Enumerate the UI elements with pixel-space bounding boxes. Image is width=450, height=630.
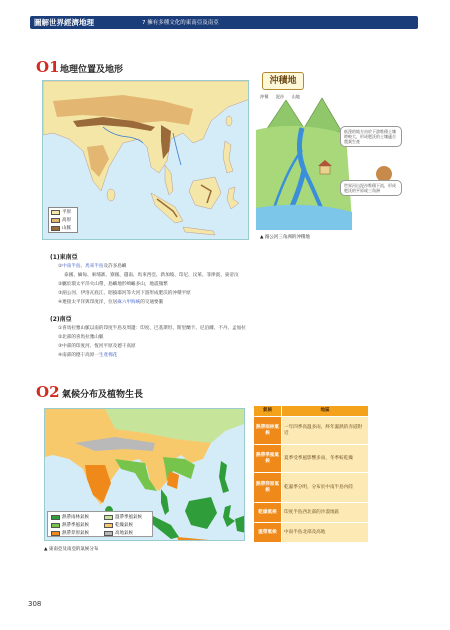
- page-number: 308: [28, 600, 42, 608]
- region-cell: 乾濕季分明，分布於中南半島內陸: [282, 473, 369, 503]
- climate-cell: 熱帶雨林氣候: [254, 417, 282, 445]
- legend-item-plain: 平原: [51, 209, 79, 216]
- illustration-callout-1: 低漥的地方由於下游堆積土壤時較大，形成肥沃的土壤適合農業生產: [340, 126, 402, 147]
- table-header-region: 地區: [282, 406, 369, 417]
- legend-item-monsoon: 熱帶季風氣候: [51, 522, 79, 529]
- block-south-asia-heading: (2)南亞: [50, 316, 72, 323]
- legend-item-mountain: 山脈: [51, 225, 79, 232]
- climate-cell: 熱帶季風氣候: [254, 445, 282, 473]
- climate-table: [253, 405, 369, 543]
- legend-item-temperate: 溫帶季風氣候: [104, 514, 132, 521]
- illustration-callout-2: 世界河山泥沙堆積下流，形成肥沃的平原或三角洲: [340, 180, 402, 196]
- topography-map: [42, 80, 249, 240]
- section-2-title: 氣候分布及植物生長: [62, 390, 144, 400]
- block-southeast-asia-heading: (1)東南亞: [50, 254, 78, 261]
- block1-line-4: ③湄公河、伊洛瓦底江、昭披耶河等大河下游形成肥沃的沖積平原: [58, 291, 191, 296]
- legend-item-savanna: 熱帶莽原氣候: [51, 530, 79, 537]
- block1-line-3: ②屬於環太平洋火山帶，島嶼地形崎嶇多山，地震頻繁: [58, 282, 168, 287]
- section-1-number: O1: [36, 58, 60, 76]
- chapter-header: [30, 16, 418, 29]
- illustration-title: 沖積地: [262, 72, 304, 90]
- region-cell: 夏季受季風影響多雨，冬季較乾燥: [282, 445, 369, 473]
- climate-cell: 熱帶莽原氣候: [254, 473, 282, 503]
- chapter-subtitle: 7 擁有多種文化的東南亞及南亞: [142, 20, 219, 26]
- legend-item-rainforest: 熱帶雨林氣候: [51, 514, 79, 521]
- table-row: [254, 445, 369, 473]
- table-row: [254, 417, 369, 445]
- block2-line-4: ④南部的德干高原一生產棉花: [58, 353, 118, 358]
- block1-line-5: ④連接太平洋與印度洋，位居麻六甲海峽的交通要衝: [58, 300, 164, 305]
- table-row: [254, 523, 369, 543]
- block2-line-2: ②北部的喜馬拉雅山脈: [58, 335, 104, 340]
- illustration-labels: 沖積 泥沙 山地: [260, 94, 300, 99]
- block2-line-1: ①喜馬拉雅山脈以南的印度半島及周邊：印度、巴基斯坦、斯里蘭卡、尼泊爾、不丹、孟加拉: [58, 326, 246, 331]
- climate-map-caption: ▲ 東南亞及南亞的氣候分布: [44, 547, 99, 552]
- book-title: 圖解世界經濟地理: [34, 18, 94, 27]
- topography-legend: [48, 207, 78, 233]
- section-1-title: 地理位置及地形: [60, 65, 124, 75]
- region-cell: 印度半島西北部的沙漠地區: [282, 503, 369, 523]
- region-cell: 一年四季高溫多雨，終年濕熱的赤道附近: [282, 417, 369, 445]
- legend-item-dry: 乾燥氣候: [104, 522, 132, 529]
- illustration-caption: ▲ 湄公河三角洲的沖積地: [260, 235, 310, 240]
- alluvial-illustration: [256, 70, 404, 230]
- climate-cell: 溫帶氣候: [254, 523, 282, 543]
- block1-line-1: ①中南半島、馬來半島及許多島嶼: [58, 264, 127, 269]
- block1-line-2: 泰國、緬甸、柬埔寨、寮國、越南、馬來西亞、新加坡、印尼、汶萊、菲律賓、東帝汶: [64, 273, 239, 278]
- legend-item-highland-climate: 高地氣候: [104, 530, 132, 537]
- table-row: [254, 473, 369, 503]
- section-2-number: O2: [36, 383, 60, 401]
- table-header-row: [254, 406, 369, 417]
- block2-line-3: ③中部的印度河、恆河平原及德干高原: [58, 344, 136, 349]
- region-cell: 中南半島北部及高地: [282, 523, 369, 543]
- climate-cell: 乾燥氣候: [254, 503, 282, 523]
- table-header-climate: 氣候: [254, 406, 282, 417]
- legend-item-highland: 高原: [51, 217, 79, 224]
- table-row: [254, 503, 369, 523]
- climate-legend: [47, 511, 153, 537]
